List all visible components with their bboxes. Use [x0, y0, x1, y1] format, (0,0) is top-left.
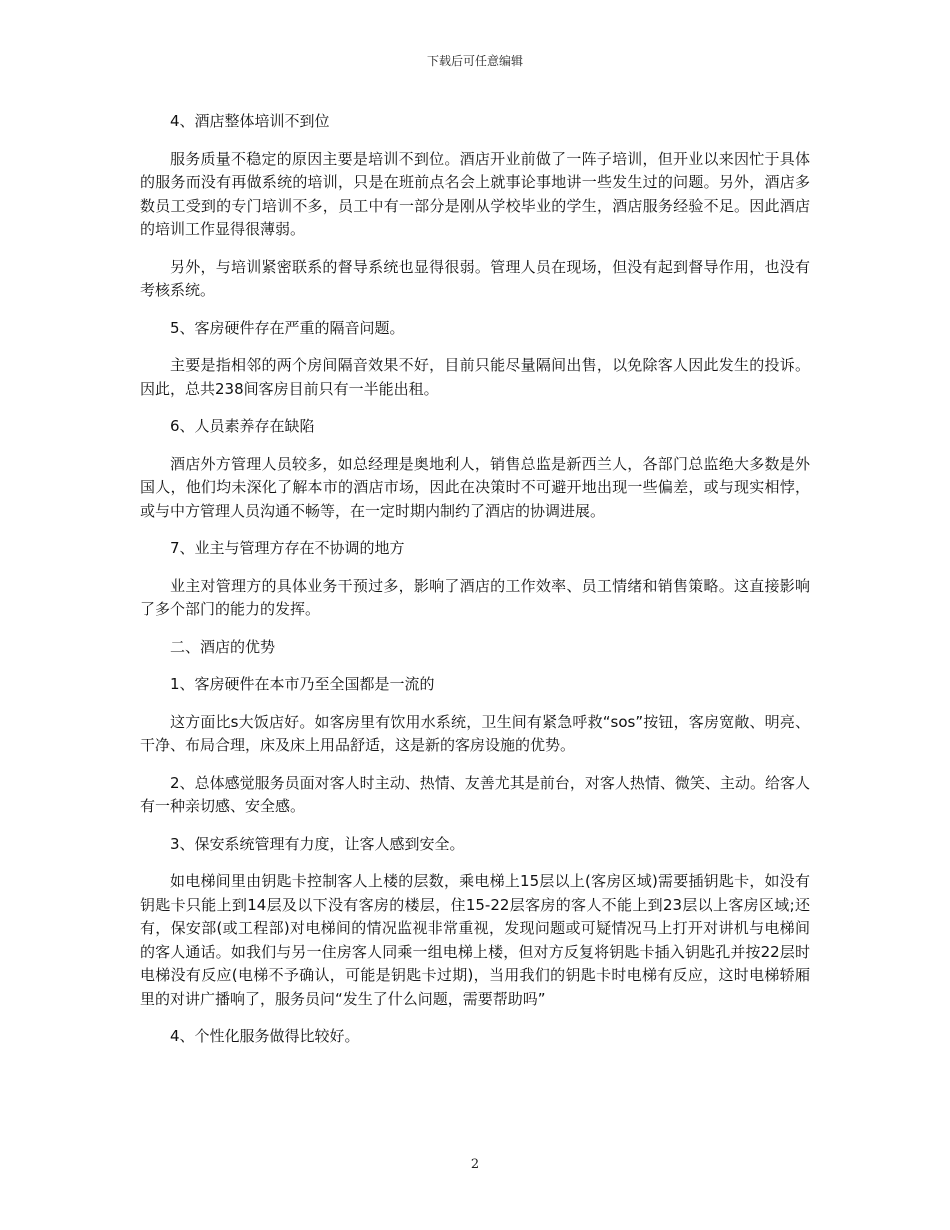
paragraph-owner-management-detail: 业主对管理方的具体业务干预过多，影响了酒店的工作效率、员工情绪和销售策略。这直接影响了多个部门的能力的发挥。 [140, 576, 810, 618]
heading-security: 3、保安系统管理有力度，让客人感到安全。 [170, 834, 465, 853]
heading-owner-management: 7、业主与管理方存在不协调的地方 [170, 539, 405, 557]
paragraph-staff-quality-detail: 酒店外方管理人员较多，如总经理是奥地利人，销售总监是新西兰人，各部门总监绝大多数是外国人，他们均未深化了解本市的酒店市场，因此在决策时不可避开地出现一些偏差，或与现实相悖，或与中方管理人员沟通不畅等，在一定时期内制约了酒店的协调进展。 [140, 454, 810, 520]
heading-staff-quality: 6、人员素养存在缺陷 [170, 417, 315, 435]
page-header: 下载后可任意编辑 [426, 54, 523, 68]
heading-personalized-service: 4、个性化服务做得比较好。 [170, 1027, 360, 1045]
page-number: 2 [470, 1157, 480, 1172]
paragraph-security-detail: 如电梯间里由钥匙卡控制客人上楼的层数，乘电梯上15层以上(客房区域)需要插钥匙卡，如没有钥匙卡只能上到14层及以下没有客房的楼层，住15-22层客房的客人不能上到23层以上客房区域;还有，保安部(或工程部)对电梯间的情况监视非常重视，发现问题或可疑情况马上打开对讲机与电梯间的客人通话。如我们与另一住房客人同乘一组电梯上楼，但对方反复将钥匙卡插入钥匙孔并按22层时电梯没有反应(电梯不予确认，可能是钥匙卡过期)，当用我们的钥匙卡时电梯有反应，这时电梯轿厢里的对讲广播响了，服务员问“发生了什么问题，需要帮助吗” [140, 872, 810, 1008]
paragraph-service-attitude: 2、总体感觉服务员面对客人时主动、热情、友善尤其是前台，对客人热情、微笑、主动。给客人有一种亲切感、安全感。 [140, 773, 810, 815]
heading-room-hardware: 1、客房硬件在本市乃至全国都是一流的 [170, 675, 435, 693]
heading-training: 4、酒店整体培训不到位 [170, 112, 330, 130]
paragraph-supervision: 另外，与培训紧密联系的督导系统也显得很弱。管理人员在现场，但没有起到督导作用，也没有考核系统。 [140, 257, 810, 299]
paragraph-soundproofing-detail: 主要是指相邻的两个房间隔音效果不好，目前只能尽量隔间出售，以免除客人因此发生的投诉。因此，总共238间客房目前只有一半能出租。 [140, 356, 810, 398]
paragraph-training-detail: 服务质量不稳定的原因主要是培训不到位。酒店开业前做了一阵子培训，但开业以来因忙于具体的服务而没有再做系统的培训，只是在班前点名会上就事论事地讲一些发生过的问题。另外，酒店多数员工受到的专门培训不多，员工中有一部分是刚从学校毕业的学生，酒店服务经验不足。因此酒店的培训工作显得很薄弱。 [140, 149, 810, 238]
paragraph-room-hardware-detail: 这方面比s大饭店好。如客房里有饮用水系统，卫生间有紧急呼救“sos”按钮，客房宽敞、明亮、干净、布局合理，床及床上用品舒适，这是新的客房设施的优势。 [140, 712, 810, 754]
document-body [140, 110, 810, 1049]
heading-soundproofing: 5、客房硬件存在严重的隔音问题。 [170, 318, 405, 337]
section-heading-advantages: 二、酒店的优势 [170, 637, 276, 656]
